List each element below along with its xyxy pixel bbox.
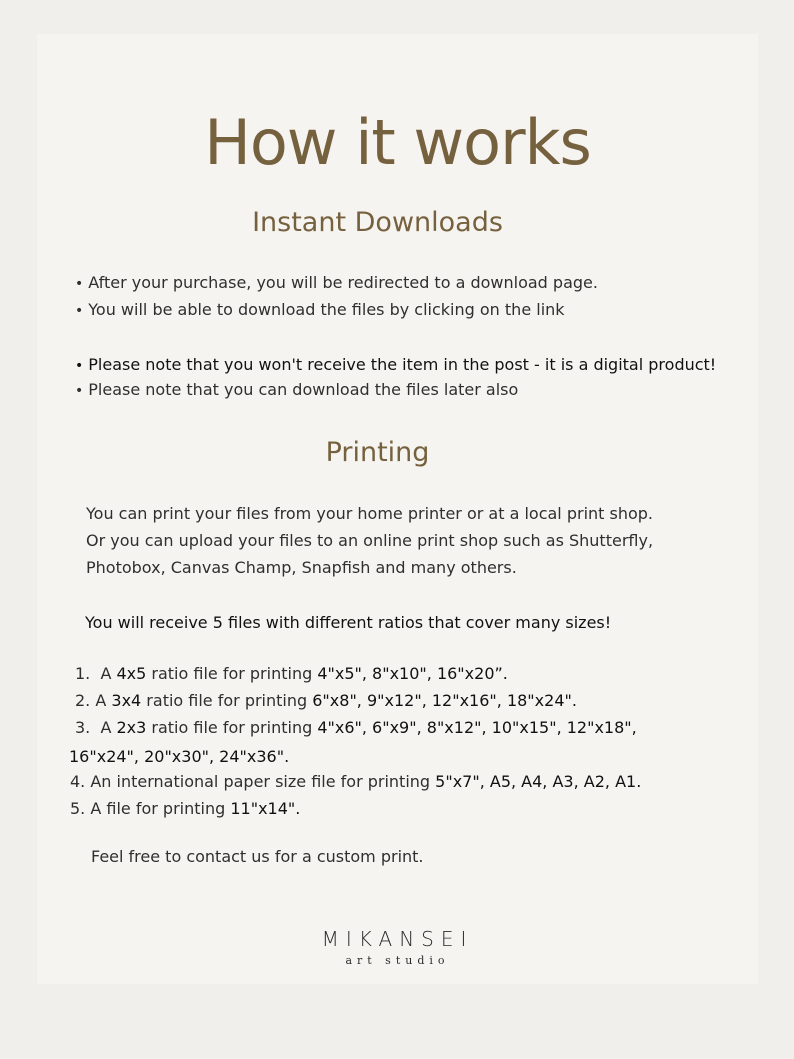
sizes-value-continued: 16"x24", 20"x30", 24"x36". [69,747,290,766]
list-text: A file for printing [90,799,231,818]
printing-paragraph-line: You can print your files from your home printer or at a local print shop. [86,504,654,523]
list-number: 1. [75,664,91,683]
list-number: 4. [70,772,86,791]
printing-paragraph-line: Or you can upload your files to an online print shop such as Shutterfly, [86,531,654,550]
custom-print-note: Feel free to contact us for a custom print. [91,847,424,866]
list-number: 5. [70,799,86,818]
bullet-item: • Please note that you can download the files later also [75,382,518,398]
sizes-value: 4"x5", 8"x10", 16"x20”. [317,664,508,683]
printing-heading: Printing [325,437,430,468]
info-card [37,34,758,984]
list-number: 2. [75,691,91,710]
list-item [75,666,508,682]
list-item [70,774,641,790]
brand-logo-tagline: art studio [345,954,450,967]
list-text: A [100,664,117,683]
sizes-value: 4"x6", 6"x9", 8"x12", 10"x15", 12"x18", [317,718,637,737]
sizes-value: 5"x7", A5, A4, A3, A2, A1. [435,772,642,791]
list-item [75,720,637,736]
list-text: ratio file for printing [146,718,318,737]
list-number: 3. [75,718,91,737]
ratio-value: 3x4 [111,691,142,710]
sizes-value: 11"x14". [230,799,301,818]
printing-paragraph-line: Photobox, Canvas Champ, Snapfish and many others. [86,558,517,577]
list-text: ratio file for printing [141,691,313,710]
list-item [70,801,300,817]
list-text: An international paper size file for printing [90,772,436,791]
files-note: You will receive 5 files with different ratios that cover many sizes! [85,613,612,632]
bullet-item: • After your purchase, you will be redirected to a download page. [75,275,598,291]
bullet-item: • You will be able to download the files by clicking on the link [75,302,565,318]
ratio-value: 4x5 [116,664,147,683]
ratio-value: 2x3 [116,718,147,737]
brand-logo-name: MIKANSEI [321,927,474,951]
list-text: ratio file for printing [146,664,318,683]
list-text: A [100,718,117,737]
list-item [75,693,577,709]
bullet-item-emphasis: • Please note that you won't receive the item in the post - it is a digital product! [75,355,716,374]
list-text: A [95,691,112,710]
instant-downloads-heading: Instant Downloads [252,207,503,238]
page-title: How it works [204,106,591,179]
sizes-value: 6"x8", 9"x12", 12"x16", 18"x24". [312,691,577,710]
